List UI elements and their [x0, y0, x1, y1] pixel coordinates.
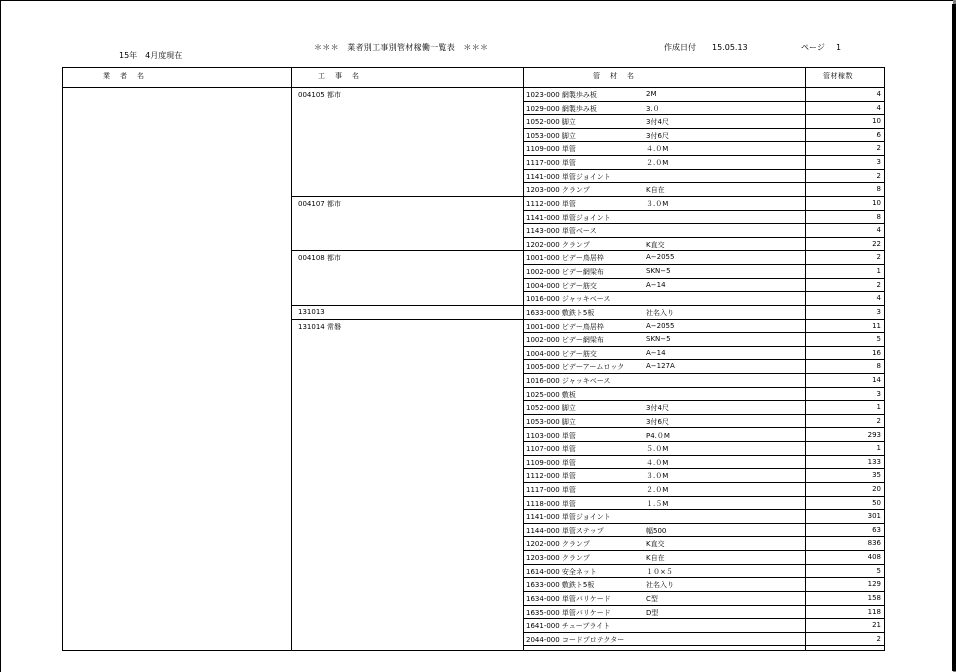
- table-row: [523, 238, 885, 252]
- quantity: 10: [872, 198, 881, 207]
- material-name: 1112-000 単管: [526, 199, 576, 208]
- quantity: 408: [867, 553, 881, 562]
- material-name: 1141-000 単管ジョイント: [526, 213, 611, 222]
- table-row: [523, 483, 885, 497]
- project-name: 004108 都市: [298, 254, 341, 263]
- quantity: 5: [876, 566, 881, 575]
- quantity: 8: [876, 362, 881, 371]
- material-spec: C型: [646, 594, 658, 603]
- quantity: 1: [876, 444, 881, 453]
- created-date-label: 作成日付: [664, 43, 696, 52]
- created-date-value: 15.05.13: [712, 43, 748, 52]
- material-spec: 社名入り: [646, 581, 674, 590]
- quantity: 3: [876, 307, 881, 316]
- material-name: 1112-000 単管: [526, 472, 576, 481]
- table-row: [523, 429, 885, 443]
- material-name: 1117-000 単管: [526, 485, 576, 494]
- row-divider: [523, 645, 885, 646]
- table-row: [523, 619, 885, 633]
- quantity: 14: [872, 376, 881, 385]
- table-row: [523, 633, 885, 647]
- material-spec: SKN−5: [646, 267, 671, 276]
- column-header-project: 工事名: [318, 72, 369, 80]
- material-spec: K自在: [646, 554, 665, 563]
- table-row: [523, 211, 885, 225]
- material-spec: ３.０M: [646, 199, 669, 208]
- column-header-quantity: 管材稼数: [823, 72, 853, 80]
- material-name: 1141-000 単管ジョイント: [526, 513, 611, 522]
- quantity: 8: [876, 185, 881, 194]
- quantity: 3: [876, 389, 881, 398]
- quantity: 2: [876, 144, 881, 153]
- page-shadow: [952, 4, 956, 671]
- quantity: 63: [872, 525, 881, 534]
- quantity: 129: [867, 580, 881, 589]
- material-name: 1109-000 単管: [526, 458, 576, 467]
- material-spec: SKN−5: [646, 335, 671, 344]
- material-spec: K直交: [646, 240, 665, 249]
- material-name: 1005-000 ビデーアームロック: [526, 363, 625, 372]
- table-row: [523, 442, 885, 456]
- material-spec: ３.０M: [646, 472, 669, 481]
- material-name: 1202-000 クランプ: [526, 240, 590, 249]
- material-name: 1016-000 ジャッキベース: [526, 377, 611, 386]
- report-table: [62, 67, 885, 651]
- material-spec: K直交: [646, 540, 665, 549]
- table-row: [523, 456, 885, 470]
- material-spec: ２.０M: [646, 159, 669, 168]
- table-row: [523, 524, 885, 538]
- table-row: [523, 551, 885, 565]
- table-row: [523, 170, 885, 184]
- material-name: 1002-000 ビデー網梁布: [526, 336, 604, 345]
- material-name: 1025-000 敷板: [526, 390, 576, 399]
- table-row: [523, 197, 885, 211]
- quantity: 301: [867, 512, 881, 521]
- table-row: [523, 142, 885, 156]
- table-row: [523, 306, 885, 320]
- quantity: 20: [872, 484, 881, 493]
- quantity: 11: [872, 321, 881, 330]
- quantity: 1: [876, 267, 881, 276]
- material-name: 1052-000 脚立: [526, 118, 576, 127]
- table-row: [523, 592, 885, 606]
- table-row: [523, 251, 885, 265]
- table-row: [523, 565, 885, 579]
- quantity: 22: [872, 239, 881, 248]
- table-row: [523, 129, 885, 143]
- material-name: 1001-000 ビデー鳥居枠: [526, 254, 604, 263]
- material-name: 1144-000 単管ステップ: [526, 526, 604, 535]
- quantity: 2: [876, 416, 881, 425]
- table-header-row: [63, 68, 884, 88]
- material-name: 1004-000 ビデー筋交: [526, 349, 597, 358]
- material-name: 1053-000 脚立: [526, 417, 576, 426]
- material-name: 1053-000 脚立: [526, 131, 576, 140]
- material-spec: １.５M: [646, 499, 669, 508]
- material-spec: １０×５: [646, 567, 673, 576]
- table-row: [523, 183, 885, 197]
- table-row: [523, 388, 885, 402]
- material-spec: K自在: [646, 186, 665, 195]
- quantity: 2: [876, 171, 881, 180]
- material-name: 1016-000 ジャッキベース: [526, 295, 611, 304]
- table-row: [523, 333, 885, 347]
- quantity: 10: [872, 117, 881, 126]
- material-spec: 3付6尺: [646, 417, 669, 426]
- material-spec: ４.０M: [646, 458, 669, 467]
- project-name: 131014 常磐: [298, 322, 341, 331]
- quantity: 2: [876, 253, 881, 262]
- material-name: 1143-000 単管ベース: [526, 227, 597, 236]
- material-spec: 社名入り: [646, 308, 674, 317]
- table-row: [523, 469, 885, 483]
- material-spec: ２.０M: [646, 485, 669, 494]
- quantity: 1: [876, 403, 881, 412]
- quantity: 8: [876, 212, 881, 221]
- material-name: 1103-000 単管: [526, 431, 576, 440]
- table-row: [523, 279, 885, 293]
- material-name: 1107-000 単管: [526, 445, 576, 454]
- table-row: [523, 374, 885, 388]
- column-divider: [291, 68, 292, 650]
- table-row: [523, 401, 885, 415]
- quantity: 133: [867, 457, 881, 466]
- page-label: ページ: [801, 43, 825, 52]
- quantity: 4: [876, 103, 881, 112]
- report-title: ＊＊＊ 業者別工事別管材稼働一覧表 ＊＊＊: [314, 43, 489, 52]
- quantity: 5: [876, 335, 881, 344]
- quantity: 3: [876, 158, 881, 167]
- material-spec: ５.０M: [646, 445, 669, 454]
- quantity: 2: [876, 634, 881, 643]
- material-spec: D型: [646, 608, 659, 617]
- material-spec: A−14: [646, 348, 666, 357]
- table-row: [523, 347, 885, 361]
- material-name: 1614-000 安全ネット: [526, 567, 597, 576]
- material-name: 1118-000 単管: [526, 499, 576, 508]
- table-row: [523, 415, 885, 429]
- quantity: 4: [876, 294, 881, 303]
- material-name: 1633-000 敷鉄ト5板: [526, 581, 595, 590]
- material-spec: A−14: [646, 280, 666, 289]
- quantity: 836: [867, 539, 881, 548]
- quantity: 16: [872, 348, 881, 357]
- table-row: [523, 292, 885, 306]
- quantity: 158: [867, 593, 881, 602]
- column-header-material: 管材名: [593, 72, 644, 80]
- table-row: [523, 265, 885, 279]
- table-row: [523, 115, 885, 129]
- material-spec: 2M: [646, 90, 657, 98]
- material-name: 2044-000 コードプロテクター: [526, 635, 625, 644]
- table-row: [523, 360, 885, 374]
- material-name: 1203-000 クランプ: [526, 554, 590, 563]
- material-name: 1001-000 ビデー鳥居枠: [526, 322, 604, 331]
- material-name: 1004-000 ビデー筋交: [526, 281, 597, 290]
- material-name: 1641-000 チューブライト: [526, 622, 611, 631]
- material-spec: P4.０M: [646, 431, 670, 440]
- table-row: [523, 606, 885, 620]
- table-row: [523, 497, 885, 511]
- material-spec: ４.０M: [646, 145, 669, 154]
- material-spec: A−2055: [646, 321, 675, 330]
- quantity: 4: [876, 226, 881, 235]
- material-name: 1029-000 網製歩み板: [526, 104, 597, 113]
- material-spec: 3付6尺: [646, 131, 669, 140]
- material-spec: A−2055: [646, 253, 675, 262]
- table-row: [523, 537, 885, 551]
- material-name: 1109-000 単管: [526, 145, 576, 154]
- material-name: 1203-000 クランプ: [526, 186, 590, 195]
- project-name: 004105 都市: [298, 91, 341, 99]
- table-row: [523, 102, 885, 116]
- material-name: 1635-000 単管バリケード: [526, 608, 611, 617]
- project-name: 004107 都市: [298, 199, 341, 208]
- material-spec: 幅500: [646, 526, 667, 535]
- table-row: [523, 578, 885, 592]
- material-name: 1023-000 網製歩み板: [526, 91, 597, 99]
- material-name: 1202-000 クランプ: [526, 540, 590, 549]
- material-name: 1633-000 敷鉄ト5板: [526, 308, 595, 317]
- report-period: 15年 4月度現在: [119, 51, 183, 60]
- material-spec: 3付4尺: [646, 404, 669, 413]
- quantity: 4: [876, 90, 881, 98]
- material-name: 1117-000 単管: [526, 159, 576, 168]
- material-name: 1052-000 脚立: [526, 404, 576, 413]
- material-spec: 3.０: [646, 104, 660, 113]
- table-row: [523, 320, 885, 334]
- table-row: [523, 156, 885, 170]
- table-row: [523, 510, 885, 524]
- material-spec: 3付4尺: [646, 118, 669, 127]
- quantity: 6: [876, 130, 881, 139]
- quantity: 21: [872, 621, 881, 630]
- quantity: 2: [876, 280, 881, 289]
- quantity: 293: [867, 430, 881, 439]
- table-row: [523, 224, 885, 238]
- table-row: [523, 88, 885, 102]
- quantity: 118: [867, 607, 881, 616]
- column-header-supplier: 業者名: [103, 72, 154, 80]
- material-spec: A−127A: [646, 362, 675, 371]
- quantity: 50: [872, 498, 881, 507]
- material-name: 1002-000 ビデー網梁布: [526, 268, 604, 277]
- material-name: 1141-000 単管ジョイント: [526, 172, 611, 181]
- project-name: 131013: [298, 307, 325, 316]
- quantity: 35: [872, 471, 881, 480]
- page-number: 1: [836, 43, 842, 52]
- material-name: 1634-000 単管バリケード: [526, 594, 611, 603]
